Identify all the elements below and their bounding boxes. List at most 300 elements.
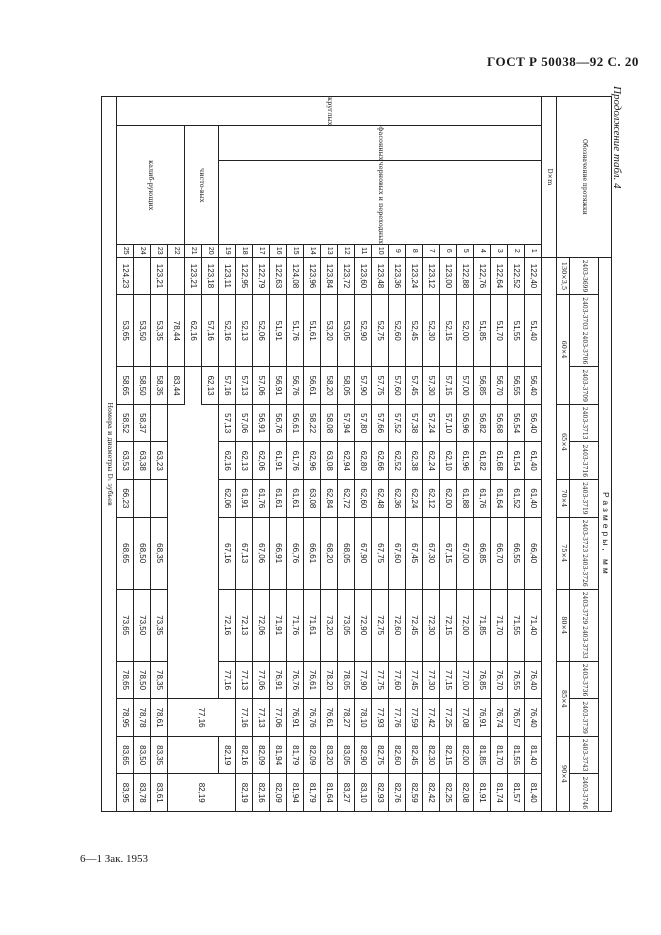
cell: 61,91 xyxy=(270,442,287,480)
cell: 72,15 xyxy=(440,589,457,661)
cell: 82,09 xyxy=(253,736,270,774)
cell: 77,93 xyxy=(372,699,389,737)
group-finish: чисто-вых xyxy=(185,126,219,244)
cell: 77,25 xyxy=(440,699,457,737)
cell: 82,25 xyxy=(440,774,457,812)
cell: 67,60 xyxy=(389,517,406,589)
cell: 76,91 xyxy=(270,661,287,699)
cell: 82,60 xyxy=(389,736,406,774)
cell: 123,11 xyxy=(219,257,236,295)
cell: 76,40 xyxy=(525,661,542,699)
cell: 56,76 xyxy=(287,367,304,405)
cell: 57,16 xyxy=(219,367,236,405)
group-calib: калиб-рующих xyxy=(117,126,185,244)
cell: 66,76 xyxy=(287,517,304,589)
col-code: 2403-3719 xyxy=(570,480,599,518)
cell: 78,20 xyxy=(321,661,338,699)
cell: 53,20 xyxy=(321,295,338,367)
cell: 82,16 xyxy=(253,774,270,812)
cell: 53,35 xyxy=(151,295,168,367)
cell: 78,35 xyxy=(151,661,168,699)
cell: 83,95 xyxy=(117,774,134,812)
cell: 61,68 xyxy=(491,442,508,480)
cell: 76,40 xyxy=(525,699,542,737)
row-number: 21 xyxy=(185,244,202,257)
cell: 66,61 xyxy=(304,517,321,589)
cell: 62,36 xyxy=(389,480,406,518)
row-number: 8 xyxy=(406,244,423,257)
cell: 82,93 xyxy=(372,774,389,812)
cell: 63,53 xyxy=(117,442,134,480)
cell: 66,70 xyxy=(491,517,508,589)
cell xyxy=(134,257,151,295)
col-code: 2403-3736 xyxy=(570,661,599,699)
cell: 58,22 xyxy=(304,404,321,442)
row-number: 2 xyxy=(508,244,525,257)
cell: 56,85 xyxy=(474,367,491,405)
cell: 52,15 xyxy=(440,295,457,367)
cell: 61,88 xyxy=(457,480,474,518)
col-code: 2403-3723 2403-3726 xyxy=(570,517,599,589)
col-code: 2403-3709 xyxy=(570,367,599,405)
cell: 68,20 xyxy=(321,517,338,589)
cell: 52,75 xyxy=(372,295,389,367)
dm-label: D×m xyxy=(542,97,557,258)
cell: 62,60 xyxy=(355,480,372,518)
cell: 51,70 xyxy=(491,295,508,367)
cell: 57,52 xyxy=(389,404,406,442)
cell: 67,13 xyxy=(236,517,253,589)
cell: 58,08 xyxy=(321,404,338,442)
cell: 73,35 xyxy=(151,589,168,661)
row-number: 13 xyxy=(321,244,338,257)
cell: 83,05 xyxy=(338,736,355,774)
row-number: 22 xyxy=(168,244,185,257)
cell: 62,24 xyxy=(406,480,423,518)
cell: 78,78 xyxy=(134,699,151,737)
col-code: 2403-3729 2403-3733 xyxy=(570,589,599,661)
cell: 72,13 xyxy=(236,589,253,661)
cell: 122,63 xyxy=(270,257,287,295)
cell: 57,45 xyxy=(406,367,423,405)
cell: 83,44 xyxy=(168,367,185,405)
cell: 62,13 xyxy=(202,367,219,405)
cell: 73,50 xyxy=(134,589,151,661)
col-code: 2403-3746 xyxy=(570,774,599,812)
cell: 123,18 xyxy=(202,257,219,295)
cell: 76,76 xyxy=(304,699,321,737)
cell: 81,40 xyxy=(525,736,542,774)
cell xyxy=(151,404,168,442)
col-dm: 75×4 xyxy=(557,517,570,589)
cell: 76,57 xyxy=(508,699,525,737)
cell: 61,76 xyxy=(253,480,270,518)
row-number: 14 xyxy=(304,244,321,257)
cell: 67,45 xyxy=(406,517,423,589)
cell: 57,66 xyxy=(372,404,389,442)
cell xyxy=(151,480,168,518)
cell: 77,45 xyxy=(406,661,423,699)
cell: 82,75 xyxy=(372,736,389,774)
cell: 82,59 xyxy=(406,774,423,812)
cell: 61,40 xyxy=(525,442,542,480)
cell: 77,15 xyxy=(440,661,457,699)
cell: 67,16 xyxy=(219,517,236,589)
cell: 51,91 xyxy=(270,295,287,367)
cell: 78,44 xyxy=(168,295,185,367)
cell: 61,76 xyxy=(474,480,491,518)
row-number: 12 xyxy=(338,244,355,257)
cell: 77,13 xyxy=(253,699,270,737)
cell: 57,60 xyxy=(389,367,406,405)
cell: 77,30 xyxy=(423,661,440,699)
cell: 62,16 xyxy=(219,442,236,480)
cell: 57,16 xyxy=(202,295,219,367)
cell: 57,38 xyxy=(406,404,423,442)
cell: 51,40 xyxy=(525,295,542,367)
cell: 124,08 xyxy=(287,257,304,295)
cell: 72,06 xyxy=(253,589,270,661)
cell: 77,06 xyxy=(253,661,270,699)
cell: 123,00 xyxy=(440,257,457,295)
cell: 124,23 xyxy=(117,257,134,295)
cell: 57,94 xyxy=(338,404,355,442)
cell: 57,15 xyxy=(440,367,457,405)
cell: 57,80 xyxy=(355,404,372,442)
broach-size-table xyxy=(101,96,612,812)
cell: 83,78 xyxy=(134,774,151,812)
cell: 76,70 xyxy=(491,661,508,699)
cell: 61,96 xyxy=(457,442,474,480)
cell: 51,76 xyxy=(287,295,304,367)
cell: 82,19 xyxy=(236,774,253,812)
cell: 56,91 xyxy=(253,404,270,442)
cell: 62,80 xyxy=(355,442,372,480)
cell: 77,13 xyxy=(236,661,253,699)
cell: 63,08 xyxy=(321,442,338,480)
row-number: 11 xyxy=(355,244,372,257)
cell: 82,45 xyxy=(406,736,423,774)
cell: 76,91 xyxy=(474,699,491,737)
cell: 76,55 xyxy=(508,661,525,699)
table-row xyxy=(525,97,542,812)
cell: 62,10 xyxy=(440,442,457,480)
row-number: 24 xyxy=(134,244,151,257)
row-number: 6 xyxy=(440,244,457,257)
group-shaped: фасонных xyxy=(219,126,542,161)
cell: 82,76 xyxy=(389,774,406,812)
cell: 61,91 xyxy=(236,480,253,518)
cell: 78,61 xyxy=(151,699,168,737)
cell: 51,85 xyxy=(474,295,491,367)
row-number: 25 xyxy=(117,244,134,257)
cell: 123,36 xyxy=(389,257,406,295)
cell: 82,09 xyxy=(304,736,321,774)
cell: 82,42 xyxy=(423,774,440,812)
cell: 71,40 xyxy=(525,589,542,661)
cell: 81,91 xyxy=(474,774,491,812)
row-number: 17 xyxy=(253,244,270,257)
cell: 122,95 xyxy=(236,257,253,295)
cell: 52,00 xyxy=(457,295,474,367)
cell: 53,50 xyxy=(134,295,151,367)
cell: 62,52 xyxy=(389,442,406,480)
cell: 81,40 xyxy=(525,774,542,812)
cell: 76,74 xyxy=(491,699,508,737)
cell: 122,76 xyxy=(474,257,491,295)
cell: 52,90 xyxy=(355,295,372,367)
cell: 51,55 xyxy=(508,295,525,367)
cell: 61,82 xyxy=(474,442,491,480)
cell: 76,85 xyxy=(474,661,491,699)
cell: 122,52 xyxy=(508,257,525,295)
row-number: 3 xyxy=(491,244,508,257)
cell: 61,61 xyxy=(270,480,287,518)
cell: 67,00 xyxy=(457,517,474,589)
cell: 67,75 xyxy=(372,517,389,589)
col-code: 2403-3699 xyxy=(570,257,599,295)
cell: 81,57 xyxy=(508,774,525,812)
cell: 83,65 xyxy=(117,736,134,774)
cell: 83,35 xyxy=(151,736,168,774)
cell: 81,94 xyxy=(287,774,304,812)
col-code: 2403-3713 xyxy=(570,404,599,442)
group-rough: черновых и переходных xyxy=(219,161,542,244)
cell: 52,16 xyxy=(219,295,236,367)
cell: 62,06 xyxy=(253,442,270,480)
cell: 123,72 xyxy=(338,257,355,295)
cell: 68,35 xyxy=(151,517,168,589)
row-number: 23 xyxy=(151,244,168,257)
cell: 56,96 xyxy=(457,404,474,442)
cell: 63,23 xyxy=(151,442,168,480)
row-number: 1 xyxy=(525,244,542,257)
cell: 61,76 xyxy=(287,442,304,480)
cell: 62,00 xyxy=(440,480,457,518)
cell: 123,48 xyxy=(372,257,389,295)
cell: 62,24 xyxy=(423,442,440,480)
cell: 76,76 xyxy=(287,661,304,699)
cell: 78,50 xyxy=(134,661,151,699)
cell: 66,40 xyxy=(525,517,542,589)
cell: 57,24 xyxy=(423,404,440,442)
cell: 77,42 xyxy=(423,699,440,737)
cell: 56,40 xyxy=(525,367,542,405)
cell: 77,06 xyxy=(270,699,287,737)
col-dm: 65×4 xyxy=(557,404,570,479)
col-code: 2403-3743 xyxy=(570,736,599,774)
cell: 73,20 xyxy=(321,589,338,661)
rotated-table-wrapper xyxy=(101,96,612,812)
cell: 57,00 xyxy=(457,367,474,405)
col-dm: 70×4 xyxy=(557,480,570,518)
cell: 66,85 xyxy=(474,517,491,589)
row-number: 16 xyxy=(270,244,287,257)
cell: 62,12 xyxy=(423,480,440,518)
cell: 68,65 xyxy=(117,517,134,589)
cell: 123,84 xyxy=(321,257,338,295)
cell: 57,75 xyxy=(372,367,389,405)
cell: 123,60 xyxy=(355,257,372,295)
cell: 72,75 xyxy=(372,589,389,661)
cell: 83,50 xyxy=(134,736,151,774)
cell: 76,61 xyxy=(304,661,321,699)
cell: 52,60 xyxy=(389,295,406,367)
cell: 82,16 xyxy=(236,736,253,774)
cell: 83,61 xyxy=(151,774,168,812)
row-number: 5 xyxy=(457,244,474,257)
cell: 57,13 xyxy=(219,404,236,442)
cell: 78,95 xyxy=(117,699,134,737)
col-code: 2403-3739 xyxy=(570,699,599,737)
col-dm: 130×3,5 xyxy=(557,257,570,295)
cell: 56,82 xyxy=(474,404,491,442)
cell: 53,05 xyxy=(338,295,355,367)
cell: 52,13 xyxy=(236,295,253,367)
cell: 56,61 xyxy=(287,404,304,442)
cell: 61,64 xyxy=(491,480,508,518)
cell: 57,06 xyxy=(253,367,270,405)
cell: 56,61 xyxy=(304,367,321,405)
cell: 62,48 xyxy=(372,480,389,518)
cell: 123,24 xyxy=(406,257,423,295)
cell: 77,75 xyxy=(372,661,389,699)
cell: 56,55 xyxy=(508,367,525,405)
cell: 57,10 xyxy=(440,404,457,442)
cell: 66,55 xyxy=(508,517,525,589)
col-dm: 90×4 xyxy=(557,736,570,811)
row-number: 7 xyxy=(423,244,440,257)
col-dm: 60×4 xyxy=(557,295,570,405)
cell: 66,91 xyxy=(270,517,287,589)
cell: 122,79 xyxy=(253,257,270,295)
cell: 81,74 xyxy=(491,774,508,812)
cell: 67,30 xyxy=(423,517,440,589)
dm-spacer xyxy=(542,257,557,811)
cell: 56,40 xyxy=(525,404,542,442)
row-number: 9 xyxy=(389,244,406,257)
cell: 72,45 xyxy=(406,589,423,661)
cell: 62,94 xyxy=(338,442,355,480)
col-dm: 85×4 xyxy=(557,661,570,736)
cell: 66,23 xyxy=(117,480,134,518)
cell: 56,54 xyxy=(508,404,525,442)
cell: 71,76 xyxy=(287,589,304,661)
cell: 57,13 xyxy=(236,367,253,405)
cell: 62,38 xyxy=(406,442,423,480)
cell: 62,84 xyxy=(321,480,338,518)
cell: 71,85 xyxy=(474,589,491,661)
cell: 67,06 xyxy=(253,517,270,589)
cell: 77,08 xyxy=(457,699,474,737)
cell: 62,06 xyxy=(219,480,236,518)
col-dm: 80×4 xyxy=(557,589,570,661)
cell: 81,64 xyxy=(321,774,338,812)
cell: 81,94 xyxy=(270,736,287,774)
cell: 58,37 xyxy=(134,404,151,442)
cell: 71,70 xyxy=(491,589,508,661)
cell: 53,65 xyxy=(117,295,134,367)
cell: 77,16 xyxy=(236,699,253,737)
cell: 62,66 xyxy=(372,442,389,480)
cell: 76,61 xyxy=(321,699,338,737)
designation-header: Обозначение протяжки xyxy=(557,97,612,258)
cell: 61,61 xyxy=(287,480,304,518)
cell: 62,13 xyxy=(236,442,253,480)
cell: 82,15 xyxy=(440,736,457,774)
sizes-header: Размеры, мм xyxy=(599,257,612,811)
cell: 67,90 xyxy=(355,517,372,589)
cell: 123,12 xyxy=(423,257,440,295)
cell: 56,76 xyxy=(270,404,287,442)
merged-cell: 77,16 xyxy=(168,699,236,737)
row-number: 4 xyxy=(474,244,491,257)
table-body xyxy=(117,97,542,812)
cell: 57,90 xyxy=(355,367,372,405)
cell: 72,00 xyxy=(457,589,474,661)
cell: 58,20 xyxy=(321,367,338,405)
table-continuation-caption: Продолжение табл. 4 xyxy=(611,86,623,189)
cell: 122,40 xyxy=(525,257,542,295)
cell: 62,72 xyxy=(338,480,355,518)
page-footer: 6—1 Зак. 1953 xyxy=(80,853,148,865)
cell: 78,65 xyxy=(117,661,134,699)
cell: 78,05 xyxy=(338,661,355,699)
cell: 63,38 xyxy=(134,442,151,480)
cell: 123,21 xyxy=(151,257,168,295)
cell: 81,79 xyxy=(287,736,304,774)
cell: 58,52 xyxy=(117,404,134,442)
cell: 77,90 xyxy=(355,661,372,699)
cell: 81,70 xyxy=(491,736,508,774)
cell: 67,15 xyxy=(440,517,457,589)
cell: 57,06 xyxy=(236,404,253,442)
page-header: ГОСТ Р 50038—92 С. 20 xyxy=(487,54,639,69)
cell: 56,68 xyxy=(491,404,508,442)
cell: 52,06 xyxy=(253,295,270,367)
cell: 77,00 xyxy=(457,661,474,699)
cell: 57,30 xyxy=(423,367,440,405)
cell: 82,08 xyxy=(457,774,474,812)
cell: 72,16 xyxy=(219,589,236,661)
cell: 72,60 xyxy=(389,589,406,661)
cell: 58,05 xyxy=(338,367,355,405)
cell: 81,79 xyxy=(304,774,321,812)
cell: 83,20 xyxy=(321,736,338,774)
cell: 78,10 xyxy=(355,699,372,737)
group-outer: круглых xyxy=(117,97,542,126)
cell: 68,05 xyxy=(338,517,355,589)
cell: 71,55 xyxy=(508,589,525,661)
row-number: 19 xyxy=(219,244,236,257)
cell: 77,60 xyxy=(389,661,406,699)
cell: 58,50 xyxy=(134,367,151,405)
cell: 122,64 xyxy=(491,257,508,295)
cell: 77,76 xyxy=(389,699,406,737)
cell: 62,16 xyxy=(185,295,202,367)
cell: 76,91 xyxy=(287,699,304,737)
row-number: 20 xyxy=(202,244,219,257)
cell: 52,30 xyxy=(423,295,440,367)
row-number: 18 xyxy=(236,244,253,257)
cell: 83,27 xyxy=(338,774,355,812)
cell: 81,55 xyxy=(508,736,525,774)
cell: 123,21 xyxy=(185,257,202,295)
cell: 72,30 xyxy=(423,589,440,661)
merged-cell: 82,19 xyxy=(168,774,236,812)
cell: 63,08 xyxy=(304,480,321,518)
cell: 73,05 xyxy=(338,589,355,661)
